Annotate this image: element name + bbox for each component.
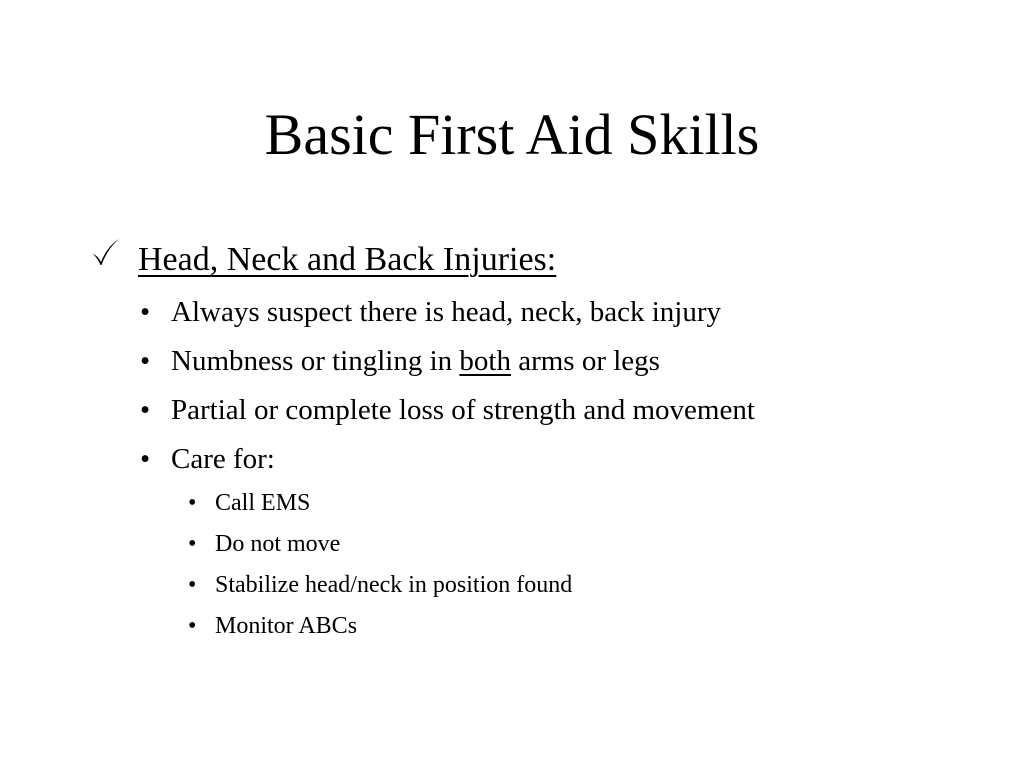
list-item-text: Care for: (171, 443, 275, 475)
sub-list-item-text: Call EMS (215, 490, 311, 516)
list-item-text-end: arms or legs (510, 345, 660, 377)
bullet-icon: • (188, 490, 197, 516)
slide-title: Basic First Aid Skills (264, 102, 760, 167)
list-item-text-start: Numbness or tingling in (171, 345, 460, 377)
sub-list-item-text: Stabilize head/neck in position found (215, 572, 573, 598)
sub-list-item-text: Monitor ABCs (215, 613, 358, 639)
list-item-text: Always suspect there is head, neck, back injury (171, 296, 722, 328)
bullet-icon: • (140, 345, 151, 377)
bullet-icon: • (188, 572, 197, 598)
bullet-icon: • (140, 296, 151, 328)
bullet-icon: • (140, 394, 151, 426)
list-item-text: Partial or complete loss of strength and movement (171, 394, 755, 426)
sub-list-item-text: Do not move (215, 531, 341, 557)
emphasis-text: both (459, 345, 511, 377)
bullet-icon: • (140, 443, 151, 475)
check-icon (88, 234, 124, 270)
list-item-text (171, 343, 660, 379)
section-heading: Head, Neck and Back Injuries: (138, 241, 557, 278)
bullet-icon: • (188, 531, 197, 557)
bullet-icon: • (188, 613, 197, 639)
